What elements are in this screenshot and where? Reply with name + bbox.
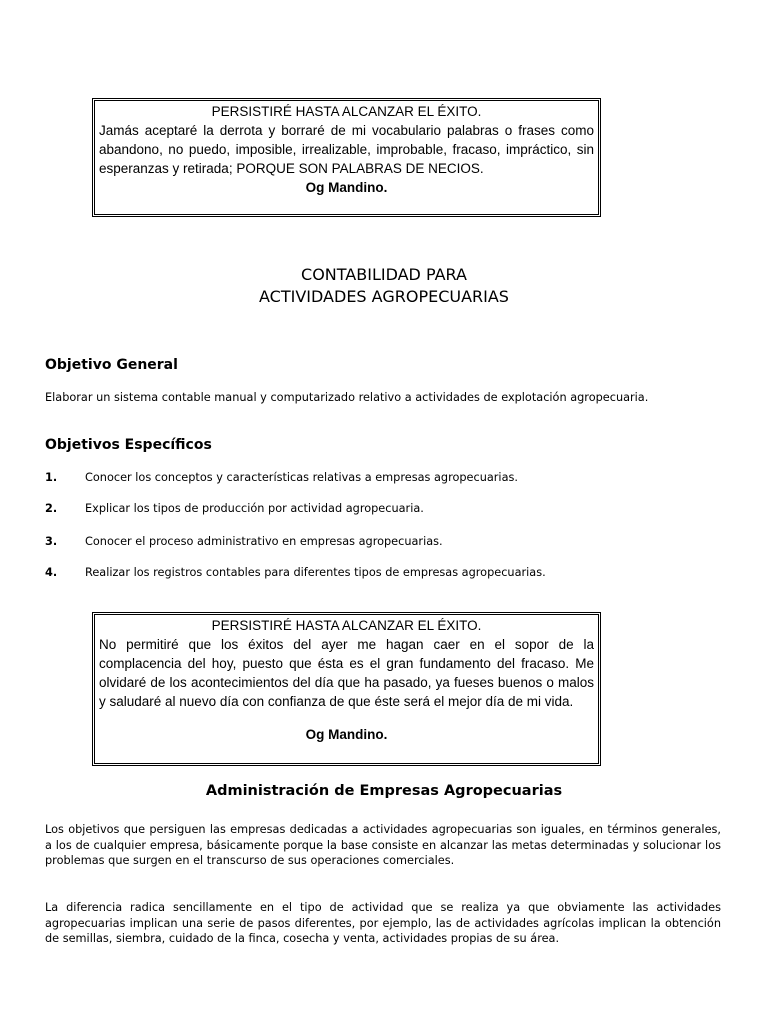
list-item-number: 3. bbox=[45, 535, 58, 548]
list-item-number: 2. bbox=[45, 502, 58, 515]
list-item-text: Conocer el proceso administrativo en empresas agropecuarias. bbox=[85, 535, 443, 548]
administracion-title: Administración de Empresas Agropecuarias bbox=[205, 783, 563, 799]
objetivos-especificos-heading: Objetivos Específicos bbox=[45, 437, 212, 453]
quote-box-1 bbox=[92, 98, 601, 217]
quote-box-2 bbox=[92, 612, 601, 766]
document-title-line-1: CONTABILIDAD PARA bbox=[301, 265, 467, 284]
quote-1-title: PERSISTIRÉ HASTA ALCANZAR EL ÉXITO. bbox=[211, 104, 482, 119]
document-title bbox=[0, 264, 768, 308]
list-item-text: Explicar los tipos de producción por actividad agropecuaria. bbox=[85, 502, 424, 515]
list-item-text: Conocer los conceptos y características relativas a empresas agropecuarias. bbox=[85, 471, 518, 484]
quote-1-author: Og Mandino. bbox=[305, 180, 388, 195]
quote-2-title: PERSISTIRÉ HASTA ALCANZAR EL ÉXITO. bbox=[211, 618, 482, 633]
quote-2-author: Og Mandino. bbox=[305, 727, 388, 742]
list-item-text: Realizar los registros contables para diferentes tipos de empresas agropecuarias. bbox=[85, 566, 546, 579]
objetivo-general-heading: Objetivo General bbox=[45, 357, 178, 373]
list-item-number: 1. bbox=[45, 471, 58, 484]
administracion-paragraph-2: La diferencia radica sencillamente en el tipo de actividad que se realiza ya que obviamente las actividades agropecuarias implican una serie de pasos diferentes, por ejemplo, las de actividades agrícolas implican la obtención de semillas, siembra, cuidado de la finca, cosecha y venta, actividades propias de su área. bbox=[45, 901, 721, 945]
list-item-number: 4. bbox=[45, 566, 58, 579]
quote-2-body: No permitiré que los éxitos del ayer me hagan caer en el sopor de la complacencia del hoy, puesto que ésta es el gran fundamento del fracaso. Me olvidaré de los acontecimientos del día que ha pasado, ya fueses buenos o malos y saludaré al nuevo día con confianza de que éste será el mejor día de mi vida. bbox=[99, 637, 594, 709]
objetivo-general-text: Elaborar un sistema contable manual y computarizado relativo a actividades de explotación agropecuaria. bbox=[45, 391, 649, 404]
document-title-line-2: ACTIVIDADES AGROPECUARIAS bbox=[259, 287, 509, 306]
administracion-paragraph-1: Los objetivos que persiguen las empresas dedicadas a actividades agropecuarias son iguales, en términos generales, a los de cualquier empresa, básicamente porque la base consiste en alcanzar las metas determinadas y solucionar los problemas que surgen en el transcurso de sus operaciones comerciales. bbox=[45, 823, 721, 867]
quote-1-body: Jamás aceptaré la derrota y borraré de mi vocabulario palabras o frases como abandono, no puedo, imposible, irrealizable, improbable, fracaso, impráctico, sin esperanzas y retirada; PORQUE SON PALABRAS DE NECIOS. bbox=[99, 123, 594, 176]
